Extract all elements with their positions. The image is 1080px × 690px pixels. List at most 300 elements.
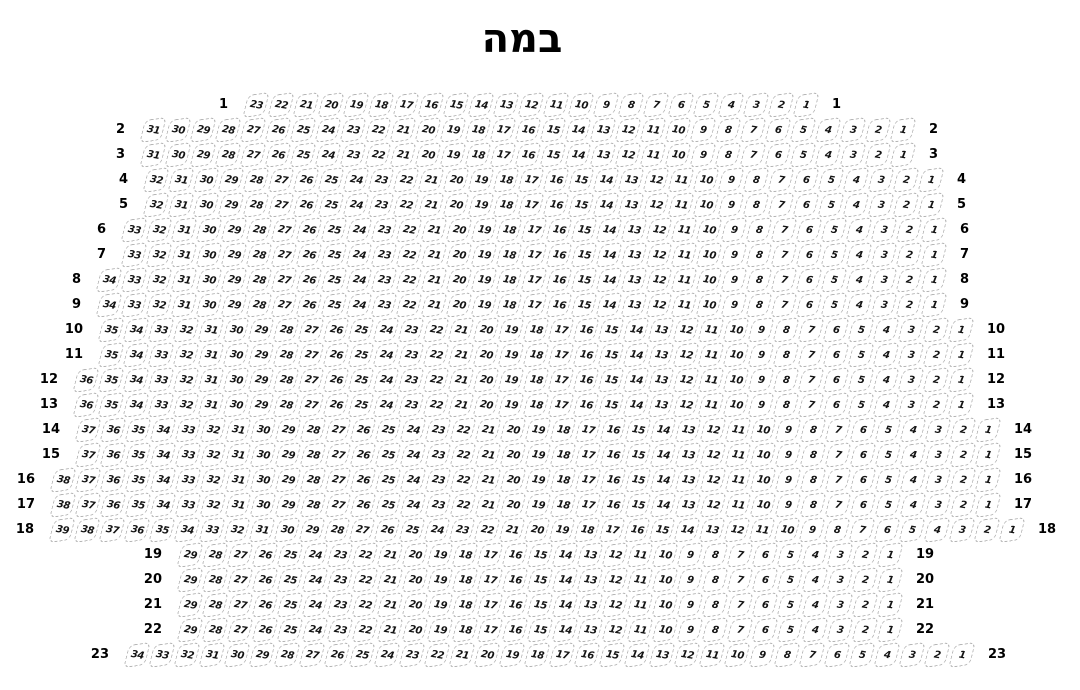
seat[interactable]	[495, 292, 523, 318]
seat[interactable]	[549, 442, 577, 468]
seat[interactable]	[239, 142, 267, 168]
seat[interactable]	[195, 217, 223, 243]
seat[interactable]	[649, 442, 677, 468]
seat[interactable]	[824, 492, 852, 518]
seat[interactable]	[345, 292, 373, 318]
seat[interactable]	[801, 617, 829, 643]
seat[interactable]	[447, 367, 475, 393]
seat[interactable]	[299, 492, 327, 518]
seat[interactable]	[147, 342, 175, 368]
seat[interactable]	[947, 317, 975, 343]
seat[interactable]	[95, 267, 123, 293]
seat[interactable]	[447, 317, 475, 343]
seat[interactable]	[420, 267, 448, 293]
seat[interactable]	[974, 442, 1002, 468]
seat[interactable]	[139, 117, 167, 143]
seat[interactable]	[672, 342, 700, 368]
seat[interactable]	[870, 267, 898, 293]
seat[interactable]	[717, 192, 745, 218]
seat[interactable]	[697, 317, 725, 343]
seat[interactable]	[297, 317, 325, 343]
seat[interactable]	[364, 117, 392, 143]
seat[interactable]	[851, 592, 879, 618]
seat[interactable]	[799, 492, 827, 518]
seat[interactable]	[739, 142, 767, 168]
seat[interactable]	[551, 617, 579, 643]
seat[interactable]	[870, 242, 898, 268]
seat[interactable]	[173, 642, 201, 668]
seat[interactable]	[349, 442, 377, 468]
seat[interactable]	[870, 292, 898, 318]
seat[interactable]	[620, 267, 648, 293]
seat[interactable]	[249, 417, 277, 443]
seat[interactable]	[270, 267, 298, 293]
seat[interactable]	[647, 342, 675, 368]
seat[interactable]	[473, 642, 501, 668]
seat[interactable]	[501, 592, 529, 618]
seat[interactable]	[617, 92, 645, 118]
seat[interactable]	[397, 317, 425, 343]
seat[interactable]	[270, 292, 298, 318]
seat[interactable]	[592, 92, 620, 118]
seat[interactable]	[198, 517, 226, 543]
seat[interactable]	[847, 367, 875, 393]
seat[interactable]	[639, 117, 667, 143]
seat[interactable]	[523, 642, 551, 668]
seat[interactable]	[301, 567, 329, 593]
seat[interactable]	[974, 492, 1002, 518]
seat[interactable]	[592, 167, 620, 193]
seat[interactable]	[726, 592, 754, 618]
seat[interactable]	[417, 192, 445, 218]
seat[interactable]	[424, 467, 452, 493]
seat[interactable]	[895, 242, 923, 268]
seat[interactable]	[722, 367, 750, 393]
seat[interactable]	[451, 567, 479, 593]
seat[interactable]	[572, 367, 600, 393]
seat[interactable]	[501, 567, 529, 593]
seat[interactable]	[270, 242, 298, 268]
seat[interactable]	[397, 367, 425, 393]
seat[interactable]	[226, 542, 254, 568]
seat[interactable]	[822, 342, 850, 368]
seat[interactable]	[776, 542, 804, 568]
seat[interactable]	[874, 442, 902, 468]
seat[interactable]	[699, 442, 727, 468]
seat[interactable]	[897, 367, 925, 393]
seat[interactable]	[270, 217, 298, 243]
seat[interactable]	[320, 292, 348, 318]
seat[interactable]	[526, 592, 554, 618]
seat[interactable]	[670, 267, 698, 293]
seat[interactable]	[770, 267, 798, 293]
seat[interactable]	[124, 467, 152, 493]
seat[interactable]	[370, 217, 398, 243]
seat[interactable]	[199, 467, 227, 493]
seat[interactable]	[799, 417, 827, 443]
seat[interactable]	[620, 242, 648, 268]
seat[interactable]	[570, 242, 598, 268]
seat[interactable]	[273, 642, 301, 668]
seat[interactable]	[467, 192, 495, 218]
seat[interactable]	[645, 217, 673, 243]
seat[interactable]	[689, 142, 717, 168]
seat[interactable]	[547, 342, 575, 368]
seat[interactable]	[872, 342, 900, 368]
seat[interactable]	[698, 642, 726, 668]
seat[interactable]	[224, 492, 252, 518]
seat[interactable]	[498, 517, 526, 543]
seat[interactable]	[470, 292, 498, 318]
seat[interactable]	[142, 167, 170, 193]
seat[interactable]	[197, 367, 225, 393]
seat[interactable]	[839, 142, 867, 168]
seat[interactable]	[426, 542, 454, 568]
seat[interactable]	[149, 467, 177, 493]
seat[interactable]	[226, 617, 254, 643]
seat[interactable]	[917, 167, 945, 193]
seat[interactable]	[776, 617, 804, 643]
seat[interactable]	[748, 642, 776, 668]
seat[interactable]	[676, 592, 704, 618]
seat[interactable]	[272, 367, 300, 393]
seat[interactable]	[823, 642, 851, 668]
seat[interactable]	[424, 492, 452, 518]
seat[interactable]	[149, 417, 177, 443]
seat[interactable]	[326, 617, 354, 643]
seat[interactable]	[472, 317, 500, 343]
seat[interactable]	[448, 642, 476, 668]
seat[interactable]	[542, 167, 570, 193]
seat[interactable]	[439, 117, 467, 143]
seat[interactable]	[722, 392, 750, 418]
seat[interactable]	[747, 342, 775, 368]
seat[interactable]	[476, 592, 504, 618]
seat[interactable]	[364, 142, 392, 168]
seat[interactable]	[295, 292, 323, 318]
seat[interactable]	[164, 142, 192, 168]
seat[interactable]	[292, 167, 320, 193]
seat[interactable]	[372, 317, 400, 343]
seat[interactable]	[197, 342, 225, 368]
seat[interactable]	[370, 292, 398, 318]
seat[interactable]	[520, 292, 548, 318]
seat[interactable]	[849, 492, 877, 518]
seat[interactable]	[974, 417, 1002, 443]
seat[interactable]	[399, 417, 427, 443]
seat[interactable]	[574, 467, 602, 493]
seat[interactable]	[145, 292, 173, 318]
seat[interactable]	[239, 117, 267, 143]
seat[interactable]	[770, 292, 798, 318]
seat[interactable]	[314, 142, 342, 168]
seat[interactable]	[299, 417, 327, 443]
seat[interactable]	[548, 517, 576, 543]
seat[interactable]	[695, 242, 723, 268]
seat[interactable]	[514, 117, 542, 143]
seat[interactable]	[797, 342, 825, 368]
seat[interactable]	[451, 592, 479, 618]
seat[interactable]	[749, 467, 777, 493]
seat[interactable]	[245, 267, 273, 293]
seat[interactable]	[376, 542, 404, 568]
seat[interactable]	[476, 542, 504, 568]
seat[interactable]	[695, 267, 723, 293]
seat[interactable]	[745, 242, 773, 268]
seat[interactable]	[801, 592, 829, 618]
seat[interactable]	[797, 392, 825, 418]
seat[interactable]	[692, 192, 720, 218]
seat[interactable]	[647, 317, 675, 343]
seat[interactable]	[545, 242, 573, 268]
seat[interactable]	[692, 167, 720, 193]
seat[interactable]	[470, 217, 498, 243]
seat[interactable]	[195, 267, 223, 293]
seat[interactable]	[699, 467, 727, 493]
seat[interactable]	[399, 467, 427, 493]
seat[interactable]	[620, 292, 648, 318]
seat[interactable]	[647, 392, 675, 418]
seat[interactable]	[214, 142, 242, 168]
seat[interactable]	[742, 192, 770, 218]
seat[interactable]	[395, 242, 423, 268]
seat[interactable]	[672, 392, 700, 418]
seat[interactable]	[324, 492, 352, 518]
seat[interactable]	[923, 642, 951, 668]
seat[interactable]	[845, 242, 873, 268]
seat[interactable]	[723, 517, 751, 543]
seat[interactable]	[49, 467, 77, 493]
seat[interactable]	[367, 192, 395, 218]
seat[interactable]	[373, 517, 401, 543]
seat[interactable]	[297, 392, 325, 418]
seat[interactable]	[414, 117, 442, 143]
seat[interactable]	[295, 242, 323, 268]
seat[interactable]	[470, 242, 498, 268]
seat[interactable]	[499, 467, 527, 493]
seat[interactable]	[676, 542, 704, 568]
seat[interactable]	[276, 592, 304, 618]
seat[interactable]	[872, 317, 900, 343]
seat[interactable]	[247, 342, 275, 368]
seat[interactable]	[147, 367, 175, 393]
seat[interactable]	[649, 492, 677, 518]
seat[interactable]	[264, 117, 292, 143]
seat[interactable]	[820, 267, 848, 293]
seat[interactable]	[201, 567, 229, 593]
seat[interactable]	[517, 92, 545, 118]
seat[interactable]	[814, 117, 842, 143]
seat[interactable]	[374, 467, 402, 493]
seat[interactable]	[339, 142, 367, 168]
seat[interactable]	[395, 292, 423, 318]
seat[interactable]	[392, 92, 420, 118]
seat[interactable]	[420, 292, 448, 318]
seat[interactable]	[495, 217, 523, 243]
seat[interactable]	[492, 92, 520, 118]
seat[interactable]	[467, 92, 495, 118]
seat[interactable]	[347, 367, 375, 393]
seat[interactable]	[795, 217, 823, 243]
seat[interactable]	[426, 592, 454, 618]
seat[interactable]	[795, 292, 823, 318]
seat[interactable]	[648, 642, 676, 668]
seat[interactable]	[772, 392, 800, 418]
seat[interactable]	[670, 217, 698, 243]
seat[interactable]	[299, 467, 327, 493]
seat[interactable]	[272, 342, 300, 368]
seat[interactable]	[349, 467, 377, 493]
seat[interactable]	[795, 267, 823, 293]
seat[interactable]	[345, 217, 373, 243]
seat[interactable]	[642, 192, 670, 218]
seat[interactable]	[592, 192, 620, 218]
seat[interactable]	[372, 367, 400, 393]
seat[interactable]	[847, 317, 875, 343]
seat[interactable]	[567, 167, 595, 193]
seat[interactable]	[597, 392, 625, 418]
seat[interactable]	[426, 567, 454, 593]
seat[interactable]	[317, 192, 345, 218]
seat[interactable]	[224, 417, 252, 443]
seat[interactable]	[920, 267, 948, 293]
seat[interactable]	[189, 142, 217, 168]
seat[interactable]	[539, 142, 567, 168]
seat[interactable]	[464, 117, 492, 143]
seat[interactable]	[192, 192, 220, 218]
seat[interactable]	[372, 392, 400, 418]
seat[interactable]	[442, 192, 470, 218]
seat[interactable]	[199, 442, 227, 468]
seat[interactable]	[349, 492, 377, 518]
seat[interactable]	[522, 342, 550, 368]
seat[interactable]	[95, 292, 123, 318]
seat[interactable]	[949, 442, 977, 468]
seat[interactable]	[873, 517, 901, 543]
seat[interactable]	[820, 242, 848, 268]
seat[interactable]	[348, 642, 376, 668]
seat[interactable]	[564, 117, 592, 143]
seat[interactable]	[242, 192, 270, 218]
seat[interactable]	[824, 442, 852, 468]
seat[interactable]	[922, 342, 950, 368]
seat[interactable]	[97, 342, 125, 368]
seat[interactable]	[323, 517, 351, 543]
seat[interactable]	[574, 492, 602, 518]
seat[interactable]	[789, 117, 817, 143]
seat[interactable]	[539, 117, 567, 143]
seat[interactable]	[839, 117, 867, 143]
seat[interactable]	[751, 617, 779, 643]
seat[interactable]	[551, 592, 579, 618]
seat[interactable]	[292, 92, 320, 118]
seat[interactable]	[148, 517, 176, 543]
seat[interactable]	[576, 592, 604, 618]
seat[interactable]	[420, 217, 448, 243]
seat[interactable]	[123, 517, 151, 543]
seat[interactable]	[522, 367, 550, 393]
seat[interactable]	[74, 467, 102, 493]
seat[interactable]	[522, 317, 550, 343]
seat[interactable]	[570, 292, 598, 318]
seat[interactable]	[320, 242, 348, 268]
seat[interactable]	[873, 642, 901, 668]
seat[interactable]	[876, 617, 904, 643]
seat[interactable]	[520, 217, 548, 243]
seat[interactable]	[372, 342, 400, 368]
seat[interactable]	[376, 567, 404, 593]
seat[interactable]	[342, 92, 370, 118]
seat[interactable]	[72, 367, 100, 393]
seat[interactable]	[922, 317, 950, 343]
seat[interactable]	[826, 592, 854, 618]
seat[interactable]	[274, 417, 302, 443]
seat[interactable]	[895, 267, 923, 293]
seat[interactable]	[549, 417, 577, 443]
seat[interactable]	[673, 642, 701, 668]
seat[interactable]	[347, 392, 375, 418]
seat[interactable]	[570, 267, 598, 293]
seat[interactable]	[799, 442, 827, 468]
seat[interactable]	[498, 642, 526, 668]
seat[interactable]	[774, 492, 802, 518]
seat[interactable]	[251, 592, 279, 618]
seat[interactable]	[747, 392, 775, 418]
seat[interactable]	[845, 267, 873, 293]
seat[interactable]	[442, 92, 470, 118]
seat[interactable]	[495, 267, 523, 293]
seat[interactable]	[751, 592, 779, 618]
seat[interactable]	[770, 217, 798, 243]
seat[interactable]	[849, 417, 877, 443]
seat[interactable]	[547, 392, 575, 418]
seat[interactable]	[474, 442, 502, 468]
seat[interactable]	[247, 392, 275, 418]
seat[interactable]	[547, 367, 575, 393]
seat[interactable]	[124, 442, 152, 468]
seat[interactable]	[698, 517, 726, 543]
seat[interactable]	[674, 442, 702, 468]
seat[interactable]	[139, 142, 167, 168]
seat[interactable]	[170, 242, 198, 268]
seat[interactable]	[492, 192, 520, 218]
seat[interactable]	[123, 642, 151, 668]
seat[interactable]	[923, 517, 951, 543]
seat[interactable]	[176, 617, 204, 643]
seat[interactable]	[574, 417, 602, 443]
seat[interactable]	[223, 517, 251, 543]
seat[interactable]	[651, 542, 679, 568]
seat[interactable]	[217, 167, 245, 193]
seat[interactable]	[867, 167, 895, 193]
seat[interactable]	[223, 642, 251, 668]
seat[interactable]	[172, 367, 200, 393]
seat[interactable]	[399, 492, 427, 518]
seat[interactable]	[442, 167, 470, 193]
seat[interactable]	[949, 492, 977, 518]
seat[interactable]	[864, 142, 892, 168]
seat[interactable]	[626, 542, 654, 568]
seat[interactable]	[98, 517, 126, 543]
seat[interactable]	[474, 492, 502, 518]
seat[interactable]	[848, 517, 876, 543]
seat[interactable]	[564, 142, 592, 168]
seat[interactable]	[472, 367, 500, 393]
seat[interactable]	[347, 342, 375, 368]
seat[interactable]	[724, 467, 752, 493]
seat[interactable]	[645, 242, 673, 268]
seat[interactable]	[876, 592, 904, 618]
